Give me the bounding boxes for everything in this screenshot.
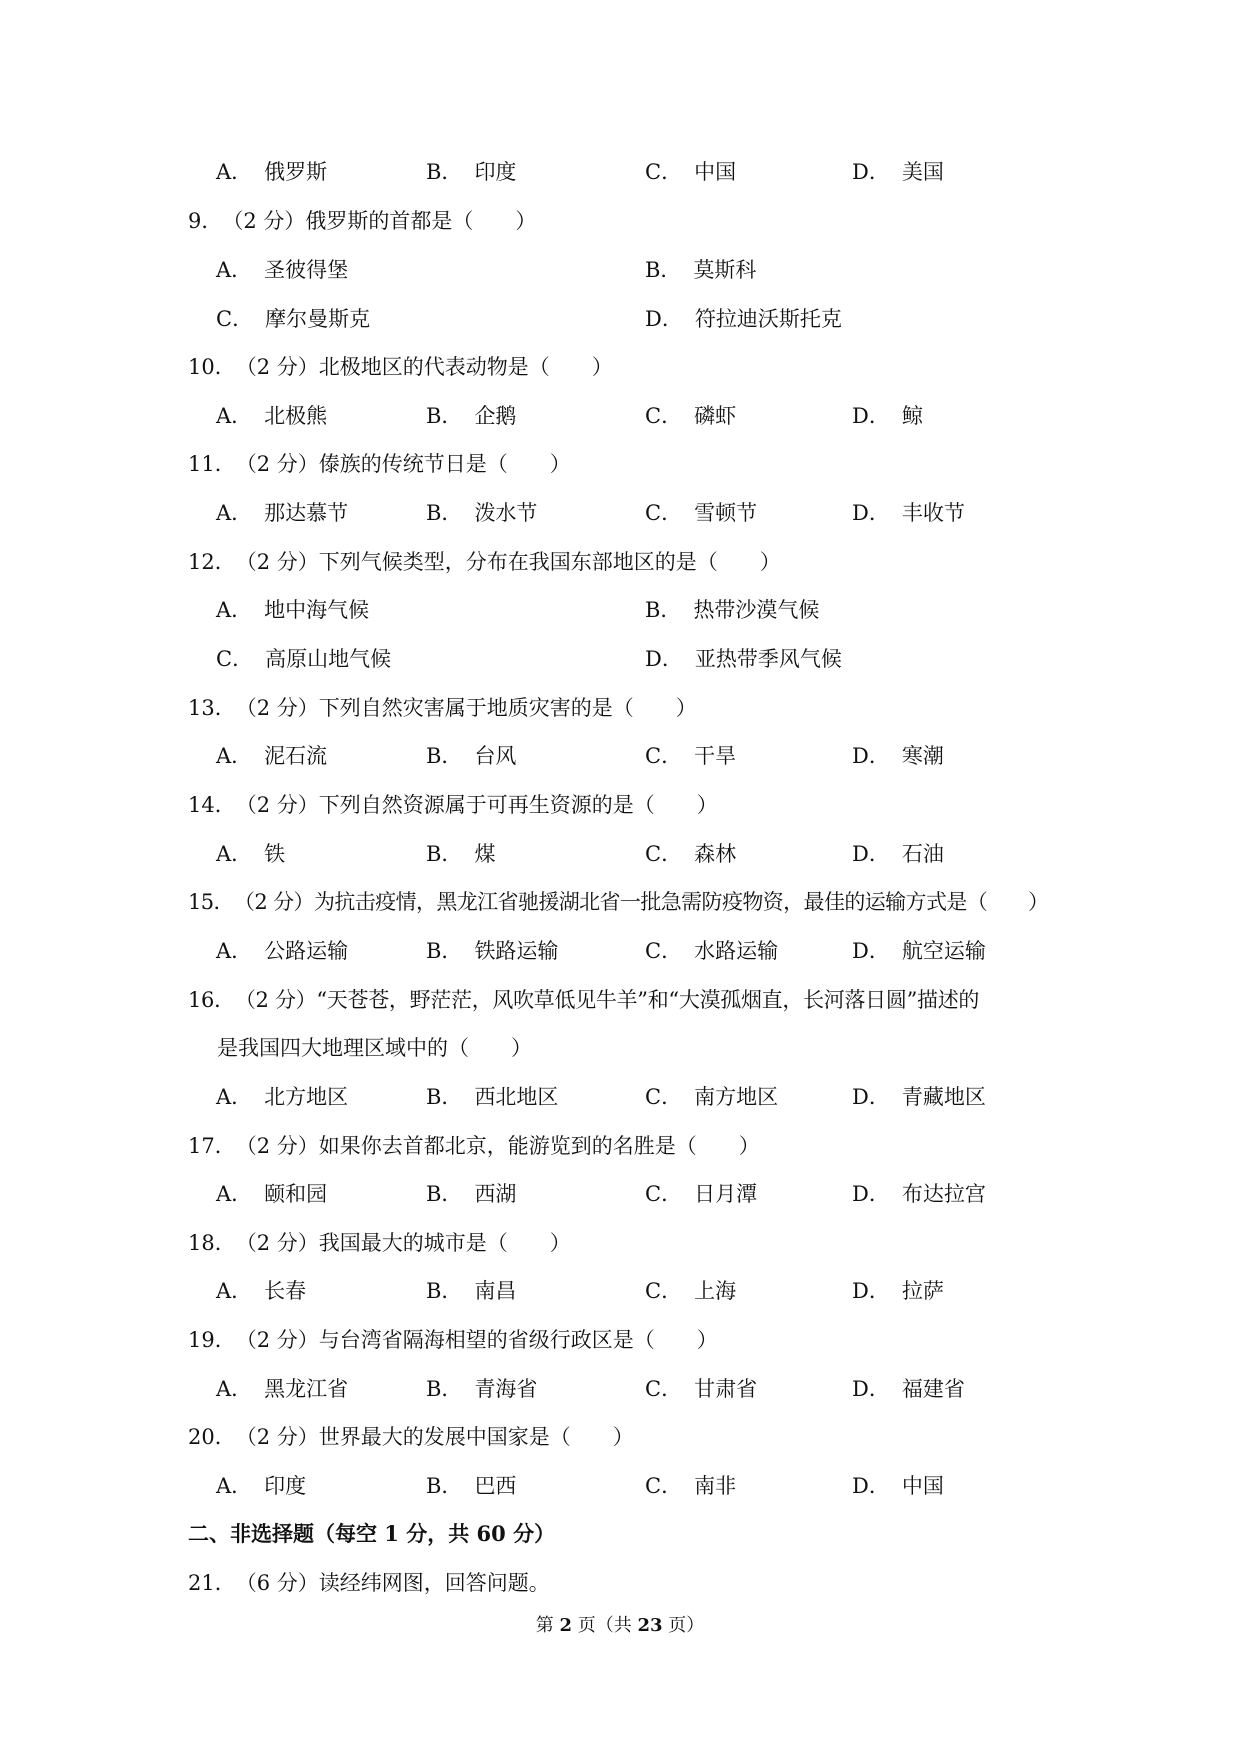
q8-option-a: A． 俄罗斯	[216, 160, 328, 184]
q10-option-d: D． 鲸	[852, 404, 923, 428]
q9-option-d: D． 符拉迪沃斯托克	[645, 307, 842, 331]
q13-option-c: C． 干旱	[645, 744, 737, 768]
q18-option-a: A． 长春	[216, 1279, 307, 1303]
q10-option-a: A． 北极熊	[216, 404, 328, 428]
q17-option-c: C． 日月潭	[645, 1182, 758, 1206]
q19-option-d: D． 福建省	[852, 1377, 965, 1401]
q20-option-d: D． 中国	[852, 1474, 944, 1498]
q9-option-a: A． 圣彼得堡	[216, 258, 349, 282]
q9-option-b: B． 莫斯科	[645, 258, 757, 282]
q11-option-c: C． 雪顿节	[645, 501, 758, 525]
q13-stem: 13．（2 分）下列自然灾害属于地质灾害的是（ ）	[188, 696, 697, 720]
q8-option-b: B． 印度	[426, 160, 517, 184]
q15-option-a: A． 公路运输	[216, 939, 349, 963]
q11-option-b: B． 泼水节	[426, 501, 538, 525]
q16-option-b: B． 西北地区	[426, 1085, 559, 1109]
q10-option-b: B． 企鹅	[426, 404, 517, 428]
q18-stem: 18．（2 分）我国最大的城市是（ ）	[188, 1231, 571, 1255]
q12-option-d: D． 亚热带季风气候	[645, 647, 842, 671]
section-title: 二、非选择题（每空 1 分，共 60 分）	[188, 1521, 556, 1546]
q12-stem: 12．（2 分）下列气候类型，分布在我国东部地区的是（ ）	[188, 550, 781, 574]
q17-option-d: D． 布达拉宫	[852, 1182, 986, 1206]
q17-option-a: A． 颐和园	[216, 1182, 328, 1206]
q18-option-d: D． 拉萨	[852, 1279, 944, 1303]
total-pages: 23	[637, 1615, 663, 1636]
q9-option-c: C． 摩尔曼斯克	[216, 307, 371, 331]
q16-option-a: A． 北方地区	[216, 1085, 349, 1109]
q16-stem: 16．（2 分）“天苍苍，野茫茫，风吹草低见牛羊”和“大漠孤烟直，长河落日圆”描述的	[188, 988, 980, 1012]
q16-option-d: D． 青藏地区	[852, 1085, 986, 1109]
q13-option-b: B． 台风	[426, 744, 517, 768]
q13-option-d: D． 寒潮	[852, 744, 944, 768]
q11-stem: 11．（2 分）傣族的传统节日是（ ）	[188, 452, 571, 476]
q12-option-b: B． 热带沙漠气候	[645, 598, 820, 622]
q12-option-c: C． 高原山地气候	[216, 647, 392, 671]
q8-option-d: D． 美国	[852, 160, 944, 184]
q17-option-b: B． 西湖	[426, 1182, 517, 1206]
q8-option-c: C． 中国	[645, 160, 737, 184]
page-footer: 第 2 页（共 23 页）	[535, 1615, 705, 1636]
q18-option-b: B． 南昌	[426, 1279, 517, 1303]
q20-option-b: B． 巴西	[426, 1474, 517, 1498]
page-number: 2	[559, 1615, 572, 1636]
q15-option-c: C． 水路运输	[645, 939, 779, 963]
q12-option-a: A． 地中海气候	[216, 598, 370, 622]
q18-option-c: C． 上海	[645, 1279, 737, 1303]
q14-stem: 14．（2 分）下列自然资源属于可再生资源的是（ ）	[188, 793, 718, 817]
q19-option-a: A． 黑龙江省	[216, 1377, 349, 1401]
q19-stem: 19．（2 分）与台湾省隔海相望的省级行政区是（ ）	[188, 1328, 718, 1352]
q13-option-a: A． 泥石流	[216, 744, 328, 768]
q16-stem-continued: 是我国四大地理区域中的（ ）	[217, 1036, 532, 1060]
q10-stem: 10．（2 分）北极地区的代表动物是（ ）	[188, 355, 613, 379]
q14-option-b: B． 煤	[426, 842, 496, 866]
q14-option-d: D． 石油	[852, 842, 944, 866]
q14-option-c: C． 森林	[645, 842, 737, 866]
q20-option-c: C． 南非	[645, 1474, 737, 1498]
q14-option-a: A． 铁	[216, 842, 286, 866]
q20-stem: 20．（2 分）世界最大的发展中国家是（ ）	[188, 1425, 634, 1449]
q15-option-d: D． 航空运输	[852, 939, 986, 963]
q15-option-b: B． 铁路运输	[426, 939, 559, 963]
q16-option-c: C． 南方地区	[645, 1085, 779, 1109]
q21-stem: 21．（6 分）读经纬网图，回答问题。	[188, 1571, 550, 1595]
q19-option-c: C． 甘肃省	[645, 1377, 758, 1401]
q17-stem: 17．（2 分）如果你去首都北京，能游览到的名胜是（ ）	[188, 1134, 760, 1158]
q10-option-c: C． 磷虾	[645, 404, 737, 428]
q9-stem: 9．（2 分）俄罗斯的首都是（ ）	[188, 209, 537, 233]
q19-option-b: B． 青海省	[426, 1377, 538, 1401]
q11-option-a: A． 那达慕节	[216, 501, 349, 525]
q20-option-a: A． 印度	[216, 1474, 307, 1498]
q11-option-d: D． 丰收节	[852, 501, 965, 525]
q15-stem: 15．（2 分）为抗击疫情，黑龙江省驰援湖北省一批急需防疫物资，最佳的运输方式是（ ）	[188, 890, 1049, 914]
